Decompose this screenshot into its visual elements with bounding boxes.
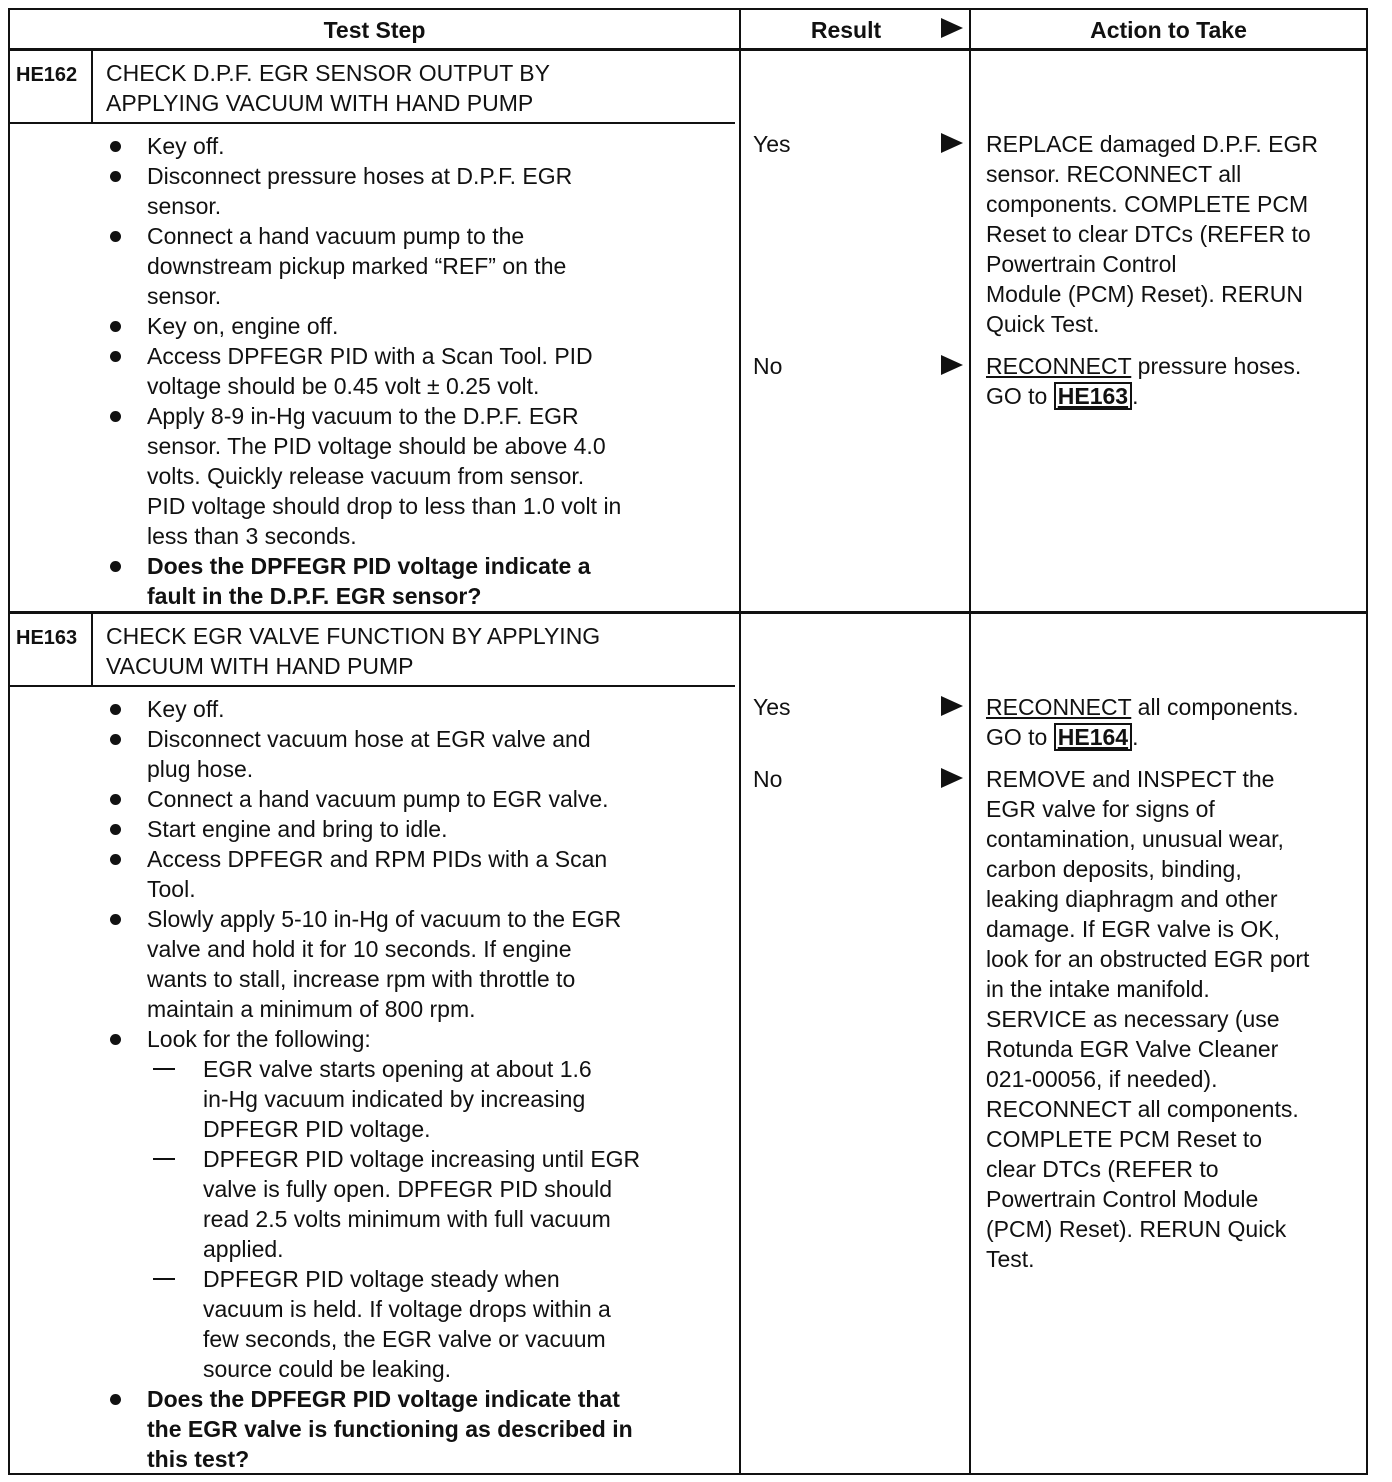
he162-step-line: sensor.	[147, 193, 222, 219]
he162-title-line: APPLYING VACUUM WITH HAND PUMP	[106, 90, 534, 116]
he163-substep-line: read 2.5 volts minimum with full vacuum	[203, 1206, 611, 1232]
bullet-icon	[110, 231, 121, 242]
he163-step-line: Start engine and bring to idle.	[147, 816, 448, 842]
reconnect-keyword: RECONNECT	[986, 694, 1132, 720]
table-left-border	[8, 8, 10, 1475]
he163-step-line: Tool.	[147, 876, 196, 902]
bullet-icon	[110, 351, 121, 362]
he163-no-action-line: in the intake manifold.	[986, 976, 1210, 1002]
dash-icon	[153, 1278, 175, 1280]
he163-no-action-line: Rotunda EGR Valve Cleaner	[986, 1036, 1279, 1062]
he162-yes-action-line: REPLACE damaged D.P.F. EGR	[986, 131, 1318, 157]
he163-no-action-line: damage. If EGR valve is OK,	[986, 916, 1281, 942]
he163-no-action-line: Powertrain Control Module	[986, 1186, 1259, 1212]
he162-step-line: Disconnect pressure hoses at D.P.F. EGR	[147, 163, 573, 189]
he163-step-line: Connect a hand vacuum pump to EGR valve.	[147, 786, 609, 812]
he163-step-line: Slowly apply 5-10 in-Hg of vacuum to the EGR	[147, 906, 622, 932]
bullet-icon	[110, 1034, 121, 1045]
he163-yes-action-line	[986, 692, 1299, 722]
he163-no-action-line: EGR valve for signs of	[986, 796, 1215, 822]
he163-question-line: this test?	[147, 1446, 250, 1472]
bullet-icon	[110, 704, 121, 715]
he163-substep-line: DPFEGR PID voltage.	[203, 1116, 431, 1142]
he162-step-line: PID voltage should drop to less than 1.0 volt in	[147, 493, 622, 519]
he163-substep-line: EGR valve starts opening at about 1.6	[203, 1056, 592, 1082]
he163-substep-line: source could be leaking.	[203, 1356, 452, 1382]
he162-step-line: sensor. The PID voltage should be above 4.0	[147, 433, 606, 459]
he163-step-line: Key off.	[147, 696, 225, 722]
goto-prefix: GO to	[986, 383, 1054, 409]
he163-no-action-line: leaking diaphragm and other	[986, 886, 1278, 912]
bullet-icon	[110, 914, 121, 925]
he162-step-line: Access DPFEGR PID with a Scan Tool. PID	[147, 343, 593, 369]
bullet-icon	[110, 141, 121, 152]
bullet-icon	[110, 854, 121, 865]
he163-no-action-line: look for an obstructed EGR port	[986, 946, 1310, 972]
reconnect-rest: all components.	[1131, 694, 1299, 720]
he162-step-line: Key off.	[147, 133, 225, 159]
table-right-border	[1366, 8, 1368, 1475]
he163-step-line: Access DPFEGR and RPM PIDs with a Scan	[147, 846, 608, 872]
he163-no-action-line: carbon deposits, binding,	[986, 856, 1242, 882]
he163-title-line: CHECK EGR VALVE FUNCTION BY APPLYING	[106, 623, 601, 649]
bullet-icon	[110, 734, 121, 745]
he162-step-line: volts. Quickly release vacuum from sensor.	[147, 463, 585, 489]
he162-step-line: voltage should be 0.45 volt ± 0.25 volt.	[147, 373, 540, 399]
result-arrow-icon	[941, 355, 963, 375]
dash-icon	[153, 1068, 175, 1070]
he163-substep-line: DPFEGR PID voltage increasing until EGR	[203, 1146, 641, 1172]
he163-no-action-line: COMPLETE PCM Reset to	[986, 1126, 1263, 1152]
he163-code: HE163	[16, 627, 78, 649]
section-divider	[8, 611, 1368, 614]
he163-question-line: Does the DPFEGR PID voltage indicate that	[147, 1386, 620, 1412]
he163-step-line: plug hose.	[147, 756, 254, 782]
he162-yes-action-line: Module (PCM) Reset). RERUN	[986, 281, 1303, 307]
he162-yes-action-line: Reset to clear DTCs (REFER to	[986, 221, 1311, 247]
goto-prefix: GO to	[986, 724, 1054, 750]
he162-no-label: No	[753, 353, 783, 379]
he162-question-line: Does the DPFEGR PID voltage indicate a	[147, 553, 591, 579]
he162-title-divider	[8, 122, 735, 124]
he162-step-line: Connect a hand vacuum pump to the	[147, 223, 525, 249]
he163-question-line: the EGR valve is functioning as described in	[147, 1416, 633, 1442]
action-column-border	[969, 8, 971, 1475]
he162-question-line: fault in the D.P.F. EGR sensor?	[147, 583, 482, 609]
he163-no-action-line: contamination, unusual wear,	[986, 826, 1284, 852]
reconnect-rest: pressure hoses.	[1131, 353, 1302, 379]
he163-substep-line: in-Hg vacuum indicated by increasing	[203, 1086, 586, 1112]
header-arrow-icon	[941, 18, 963, 38]
he162-step-line: Apply 8-9 in-Hg vacuum to the D.P.F. EGR	[147, 403, 579, 429]
goto-he164-link[interactable]: HE164	[1054, 723, 1132, 751]
he163-substep-line: vacuum is held. If voltage drops within a	[203, 1296, 611, 1322]
bullet-icon	[110, 321, 121, 332]
goto-he163-link[interactable]: HE163	[1054, 382, 1132, 410]
bullet-icon	[110, 824, 121, 835]
he162-step-line: downstream pickup marked “REF” on the	[147, 253, 567, 279]
he162-yes-action-line: Quick Test.	[986, 311, 1100, 337]
he162-step-line: sensor.	[147, 283, 222, 309]
he163-no-action-line: REMOVE and INSPECT the	[986, 766, 1275, 792]
goto-suffix: .	[1132, 383, 1139, 409]
he163-no-label: No	[753, 766, 783, 792]
he163-step-line: valve and hold it for 10 seconds. If engine	[147, 936, 572, 962]
he163-step-line: maintain a minimum of 800 rpm.	[147, 996, 476, 1022]
header-bottom-border	[8, 48, 1368, 51]
he163-title-divider	[8, 685, 735, 687]
he162-yes-action-line: Powertrain Control	[986, 251, 1177, 277]
he163-yes-label: Yes	[753, 694, 791, 720]
he163-step-line: Look for the following:	[147, 1026, 371, 1052]
bullet-icon	[110, 171, 121, 182]
he162-code: HE162	[16, 64, 78, 86]
dash-icon	[153, 1158, 175, 1160]
he163-yes-goto-line	[986, 722, 1138, 752]
he162-yes-action-line: components. COMPLETE PCM	[986, 191, 1309, 217]
he163-code-border	[91, 613, 93, 687]
result-column-border	[739, 8, 741, 1475]
he163-step-line: Disconnect vacuum hose at EGR valve and	[147, 726, 591, 752]
bullet-icon	[110, 794, 121, 805]
header-result: Result	[810, 17, 882, 43]
he163-no-action-line: SERVICE as necessary (use	[986, 1006, 1280, 1032]
he163-substep-line: DPFEGR PID voltage steady when	[203, 1266, 560, 1292]
bullet-icon	[110, 561, 121, 572]
he162-title-line: CHECK D.P.F. EGR SENSOR OUTPUT BY	[106, 60, 550, 86]
result-arrow-icon	[941, 768, 963, 788]
bullet-icon	[110, 1394, 121, 1405]
he162-step-line: Key on, engine off.	[147, 313, 339, 339]
he162-no-action-line	[986, 351, 1301, 381]
he162-no-goto-line	[986, 381, 1138, 411]
he162-code-border	[91, 50, 93, 124]
he163-substep-line: few seconds, the EGR valve or vacuum	[203, 1326, 606, 1352]
he163-substep-line: applied.	[203, 1236, 284, 1262]
he163-no-action-line: (PCM) Reset). RERUN Quick	[986, 1216, 1287, 1242]
result-arrow-icon	[941, 133, 963, 153]
result-arrow-icon	[941, 696, 963, 716]
he163-no-action-line: RECONNECT all components.	[986, 1096, 1299, 1122]
header-action: Action to Take	[1090, 17, 1247, 43]
he163-substep-line: valve is fully open. DPFEGR PID should	[203, 1176, 613, 1202]
he162-yes-action-line: sensor. RECONNECT all	[986, 161, 1242, 187]
header-test-step: Test Step	[323, 17, 426, 43]
he163-step-line: wants to stall, increase rpm with throttle to	[147, 966, 576, 992]
he163-no-action-line: Test.	[986, 1246, 1035, 1272]
he163-title-line: VACUUM WITH HAND PUMP	[106, 653, 414, 679]
table-top-border	[8, 8, 1368, 10]
goto-suffix: .	[1132, 724, 1139, 750]
he163-no-action-line: clear DTCs (REFER to	[986, 1156, 1219, 1182]
reconnect-keyword: RECONNECT	[986, 353, 1132, 379]
diagnostic-table	[8, 8, 1370, 1476]
he162-yes-label: Yes	[753, 131, 791, 157]
he162-step-line: less than 3 seconds.	[147, 523, 357, 549]
bullet-icon	[110, 411, 121, 422]
he163-no-action-line: 021-00056, if needed).	[986, 1066, 1218, 1092]
